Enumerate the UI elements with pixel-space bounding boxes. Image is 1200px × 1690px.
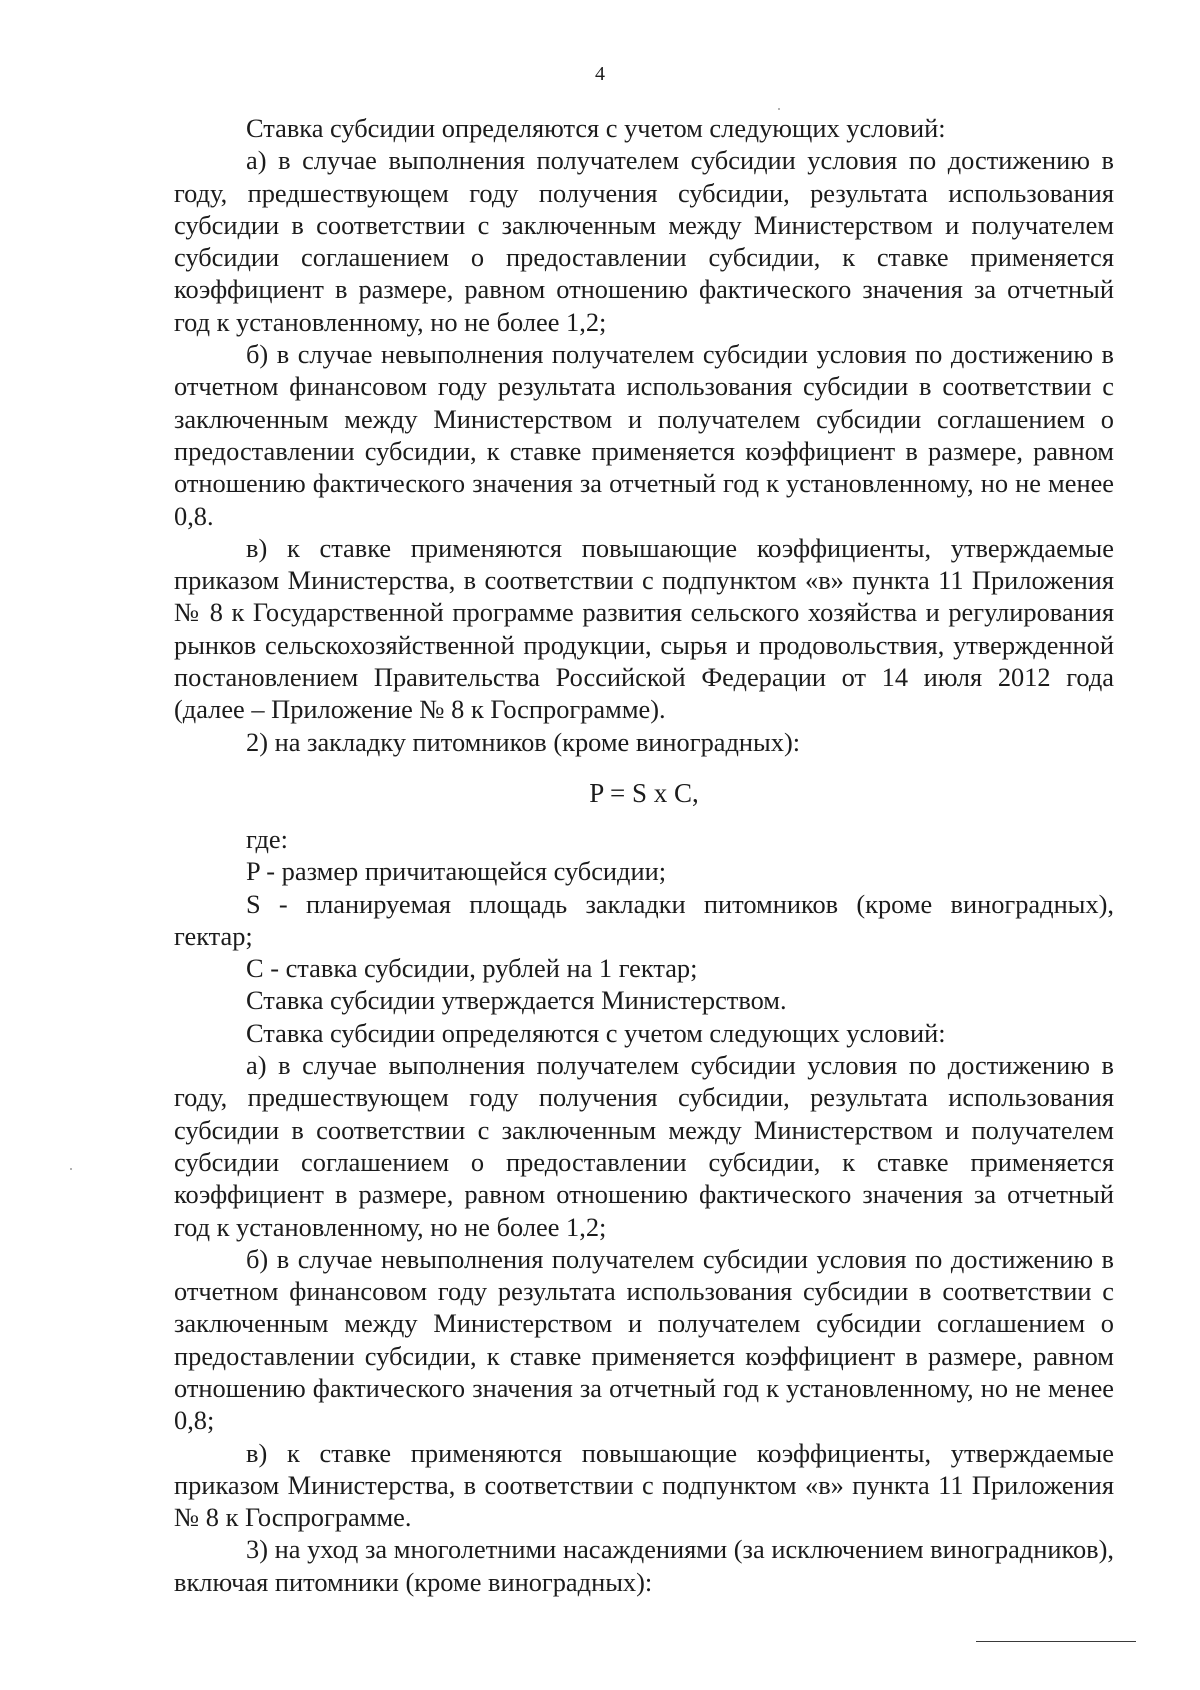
definition-c: C - ставка субсидии, рублей на 1 гектар; — [246, 953, 698, 984]
paragraph-condition-v: в) к ставке применяются повышающие коэффициенты, утверждаемые приказом Министерства, в соответствии с подпунктом «в» пункта 11 Приложения № 8 к Государственной программе развития сельского хозяйства и регулирования рынков сельскохозяйственной продукции, сырья и продовольствия, утвержденной постановлением Правительства Российской Федерации от 14 июля 2012 года (далее – Приложение № 8 к Госпрограмме). — [174, 532, 1114, 725]
paragraph-condition-b-2: б) в случае невыполнения получателем субсидии условия по достижению в отчетном финансовом году результата использования субсидии в соответствии с заключенным между Министерством и получателем субсидии соглашением о предоставлении субсидии, к ставке применяется коэффициент в размере, равном отношению фактического значения за отчетный год к установленному, но не менее 0,8; — [174, 1243, 1114, 1436]
definition-where: где: — [246, 823, 288, 854]
scan-speck — [778, 108, 780, 110]
paragraph-item-3: 3) на уход за многолетними насаждениями (за исключением виноградников), включая питомники (кроме виноградных): — [174, 1534, 1114, 1597]
definition-s: S - планируемая площадь закладки питомников (кроме виноградных), гектар; — [174, 888, 1114, 951]
page-number: 4 — [595, 63, 605, 85]
paragraph-rate-approved: Ставка субсидии утверждается Министерством. — [246, 985, 787, 1016]
formula: P = S x C, — [589, 777, 699, 808]
document-body — [174, 112, 1114, 1598]
scan-speck — [70, 1168, 72, 1170]
paragraph-item-2: 2) на закладку питомников (кроме виноградных): — [246, 726, 801, 757]
definition-p: P - размер причитающейся субсидии; — [246, 856, 667, 887]
paragraph-conditions-intro-2: Ставка субсидии определяются с учетом следующих условий: — [246, 1017, 946, 1048]
paragraph-condition-v-2: в) к ставке применяются повышающие коэффициенты, утверждаемые приказом Министерства, в соответствии с подпунктом «в» пункта 11 Приложения № 8 к Госпрограмме. — [174, 1437, 1114, 1533]
footer-rule — [976, 1641, 1136, 1642]
paragraph-condition-b: б) в случае невыполнения получателем субсидии условия по достижению в отчетном финансовом году результата использования субсидии в соответствии с заключенным между Министерством и получателем субсидии соглашением о предоставлении субсидии, к ставке применяется коэффициент в размере, равном отношению фактического значения за отчетный год к установленному, но не менее 0,8. — [174, 339, 1114, 531]
paragraph-conditions-intro: Ставка субсидии определяются с учетом следующих условий: — [246, 113, 946, 143]
paragraph-condition-a: а) в случае выполнения получателем субсидии условия по достижению в году, предшествующем году получения субсидии, результата использования субсидии в соответствии с заключенным между Министерством и получателем субсидии соглашением о предоставлении субсидии, к ставке применяется коэффициент в размере, равном отношению фактического значения за отчетный год к установленному, но не более 1,2; — [174, 145, 1114, 337]
paragraph-condition-a-2: а) в случае выполнения получателем субсидии условия по достижению в году, предшествующем году получения субсидии, результата использования субсидии в соответствии с заключенным между Министерством и получателем субсидии соглашением о предоставлении субсидии, к ставке применяется коэффициент в размере, равном отношению фактического значения за отчетный год к установленному, но не более 1,2; — [174, 1050, 1114, 1242]
